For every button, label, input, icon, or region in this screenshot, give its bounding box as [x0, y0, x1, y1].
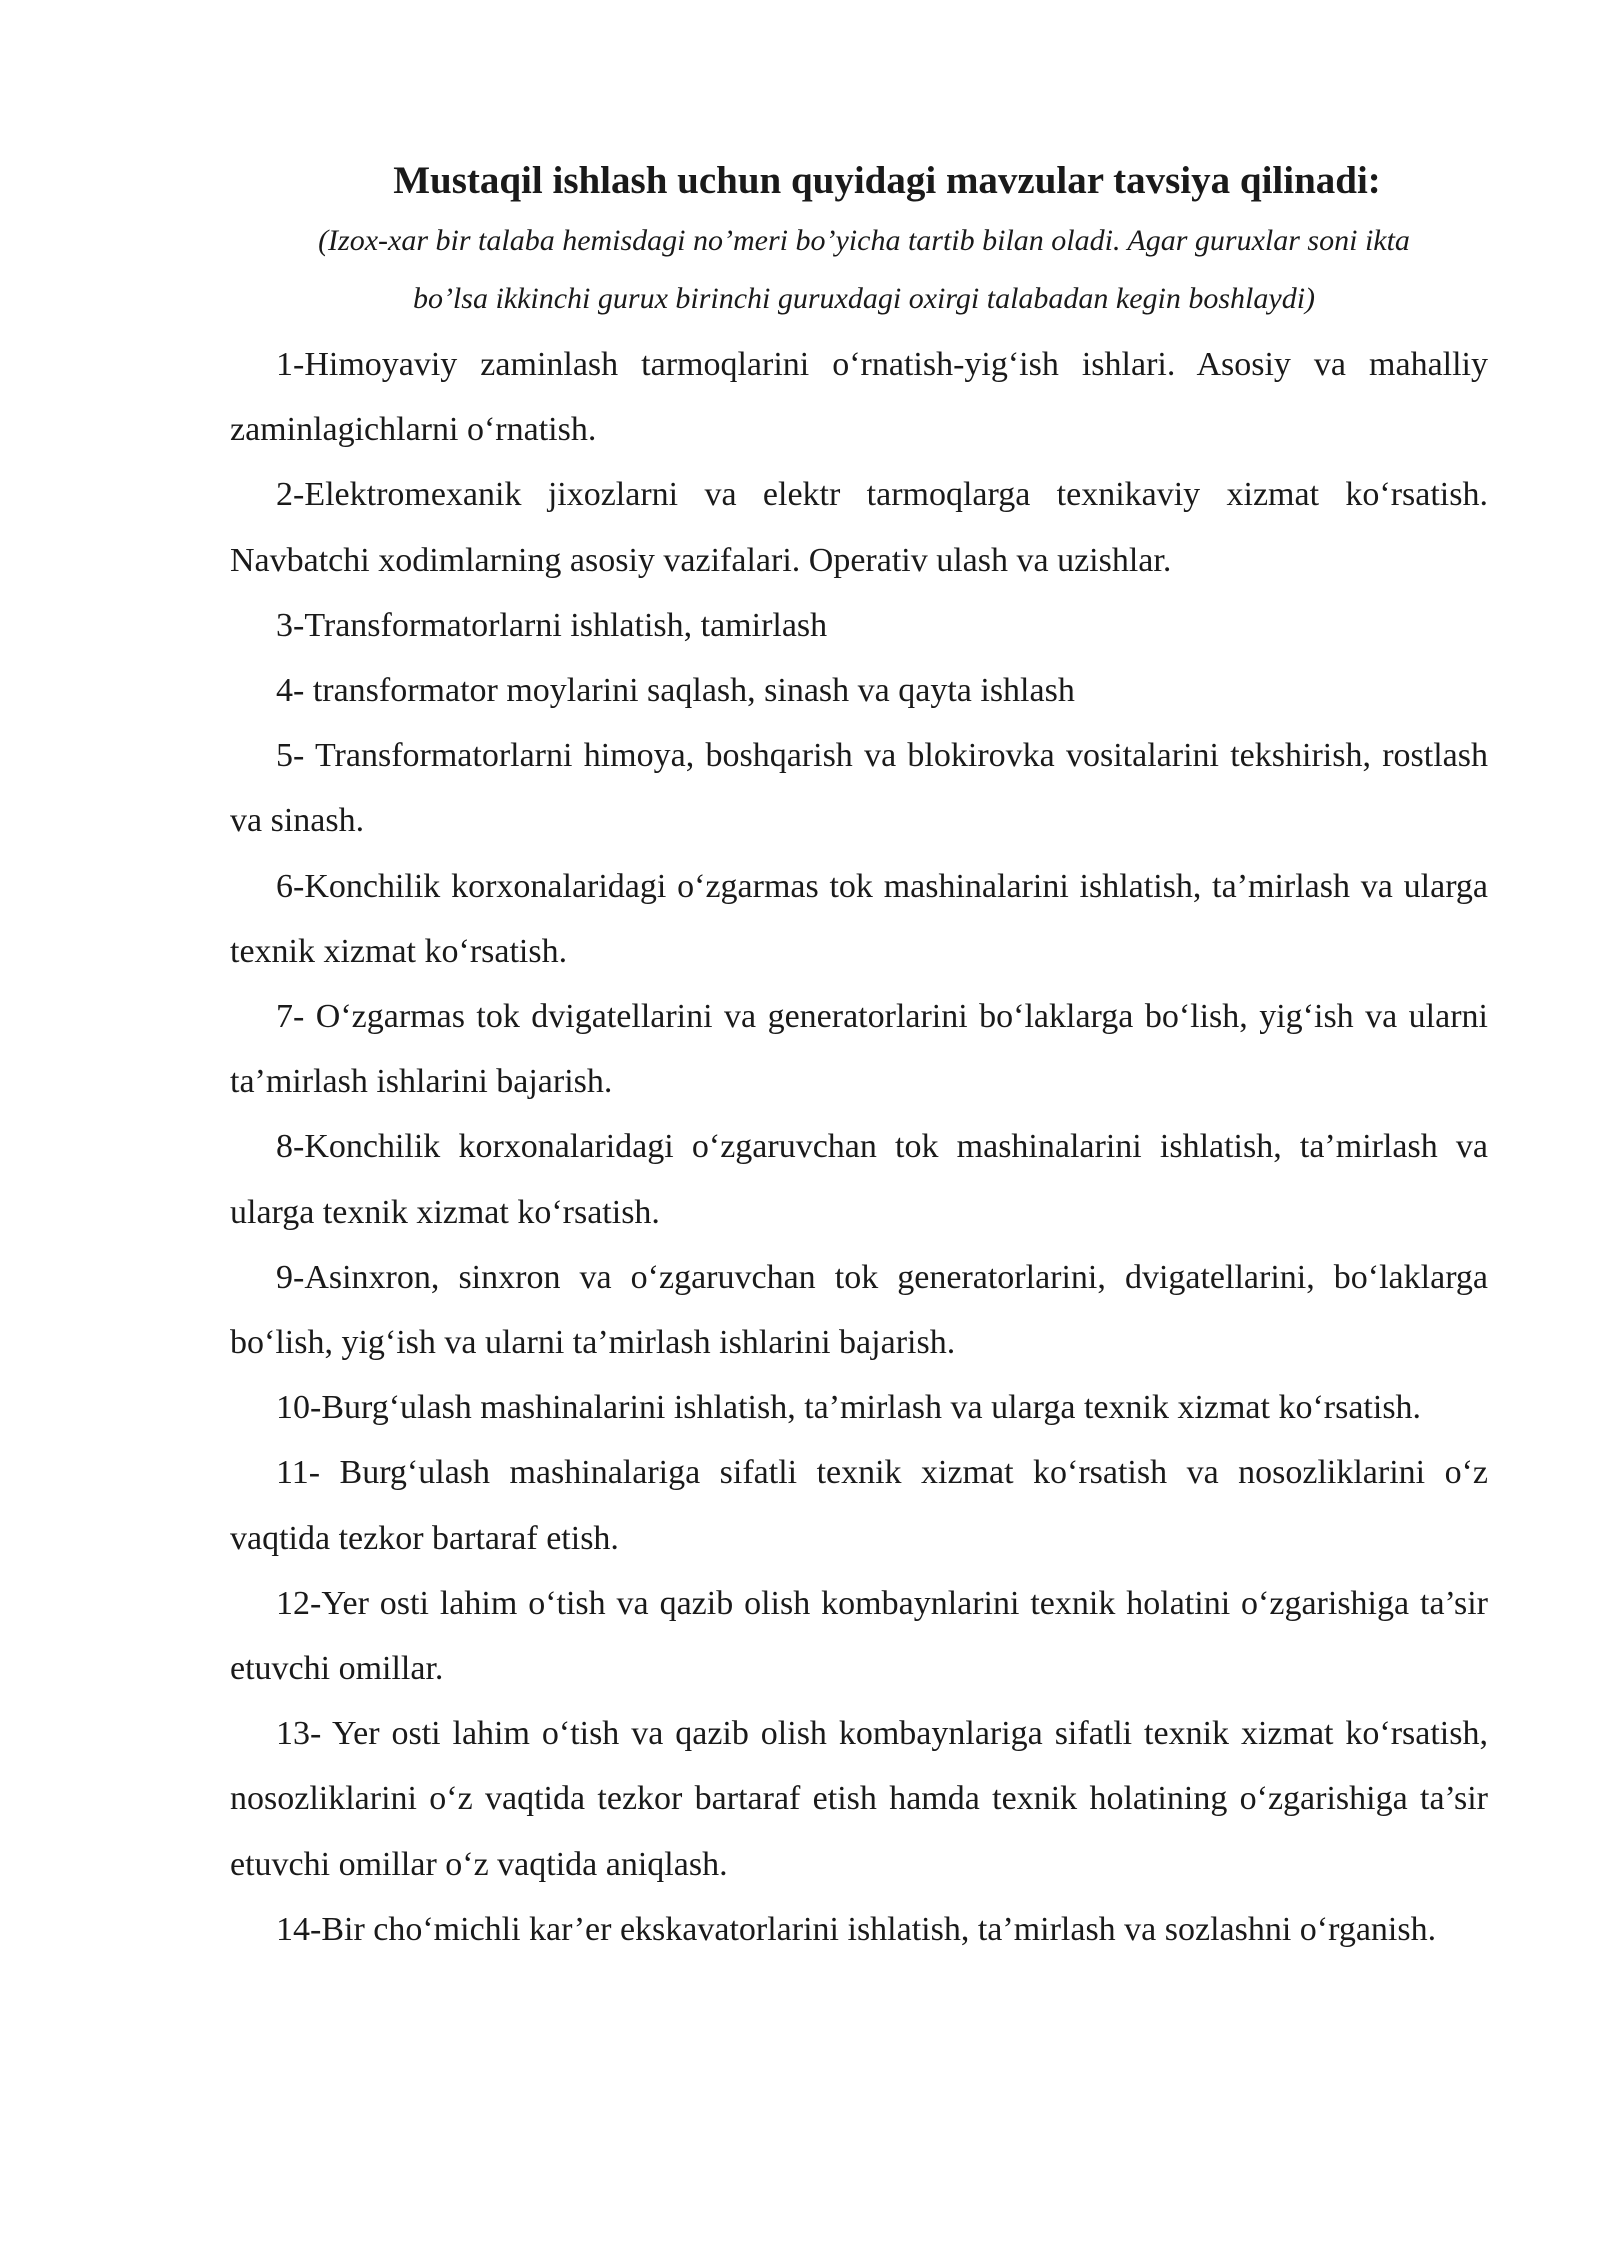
topic-item: 10-Burg‘ulash mashinalarini ishlatish, ta’mirlash va ularga texnik xizmat ko‘rsatish. [276, 1389, 1422, 1427]
topic-list [230, 332, 1488, 1962]
topic-item: 4- transformator moylarini saqlash, sinash va qayta ishlash [276, 672, 1075, 710]
document-page [230, 150, 1488, 1962]
topic-item: 12-Yer osti lahim o‘tish va qazib olish kombaynlarini texnik holatini o‘zgarishiga ta’sir etuvchi omillar. [230, 1584, 1488, 1688]
note-line: (Izox-xar bir talaba hemisdagi no’meri bo’yicha tartib bilan oladi. Agar guruxlar soni ikta [318, 224, 1410, 257]
topic-item: 6-Konchilik korxonalaridagi o‘zgarmas tok mashinalarini ishlatish, ta’mirlash va ularga texnik xizmat ko‘rsatish. [230, 867, 1488, 970]
topic-item: 1-Himoyaviy zaminlash tarmoqlarini o‘rnatish-yig‘ish ishlari. Asosiy va mahalliy zaminlagichlarni o‘rnatish. [230, 346, 1488, 449]
topic-item: 8-Konchilik korxonalaridagi o‘zgaruvchan tok mashinalarini ishlatish, ta’mirlash va ularga texnik xizmat ko‘rsatish. [230, 1128, 1488, 1231]
instruction-note [264, 212, 1464, 328]
topic-item: 14-Bir cho‘michli kar’er ekskavatorlarini ishlatish, ta’mirlash va sozlashni o‘rganish. [276, 1910, 1437, 1948]
page-title: Mustaqil ishlash uchun quyidagi mavzular tavsiya qilinadi: [393, 159, 1381, 202]
topic-item: 2-Elektromexanik jixozlarni va elektr tarmoqlarga texnikaviy xizmat ko‘rsatish. Navbatchi xodimlarning asosiy vazifalari. Operativ ulash va uzishlar. [230, 476, 1488, 579]
topic-item: 11- Burg‘ulash mashinalariga sifatli texnik xizmat ko‘rsatish va nosozliklarini o‘z vaqtida tezkor bartaraf etish. [230, 1454, 1488, 1557]
topic-item: 9-Asinxron, sinxron va o‘zgaruvchan tok generatorlarini, dvigatellarini, bo‘laklarga bo‘lish, yig‘ish va ularni ta’mirlash ishlarini bajarish. [230, 1258, 1488, 1362]
note-line: bo’lsa ikkinchi gurux birinchi guruxdagi oxirgi talabadan kegin boshlaydi) [412, 282, 1316, 315]
topic-item: 5- Transformatorlarni himoya, boshqarish va blokirovka vositalarini tekshirish, rostlash va sinash. [230, 737, 1488, 840]
topic-item: 3-Transformatorlarni ishlatish, tamirlash [276, 606, 828, 644]
topic-item: 7- O‘zgarmas tok dvigatellarini va generatorlarini bo‘laklarga bo‘lish, yig‘ish va ularni ta’mirlash ishlarini bajarish. [230, 998, 1488, 1101]
topic-item: 13- Yer osti lahim o‘tish va qazib olish kombaynlariga sifatli texnik xizmat ko‘rsatish, nosozliklarini o‘z vaqtida tezkor bartaraf etish hamda texnik holatining o‘zgarishiga ta’sir etuvchi omillar o‘z vaqtida aniqlash. [230, 1715, 1488, 1883]
